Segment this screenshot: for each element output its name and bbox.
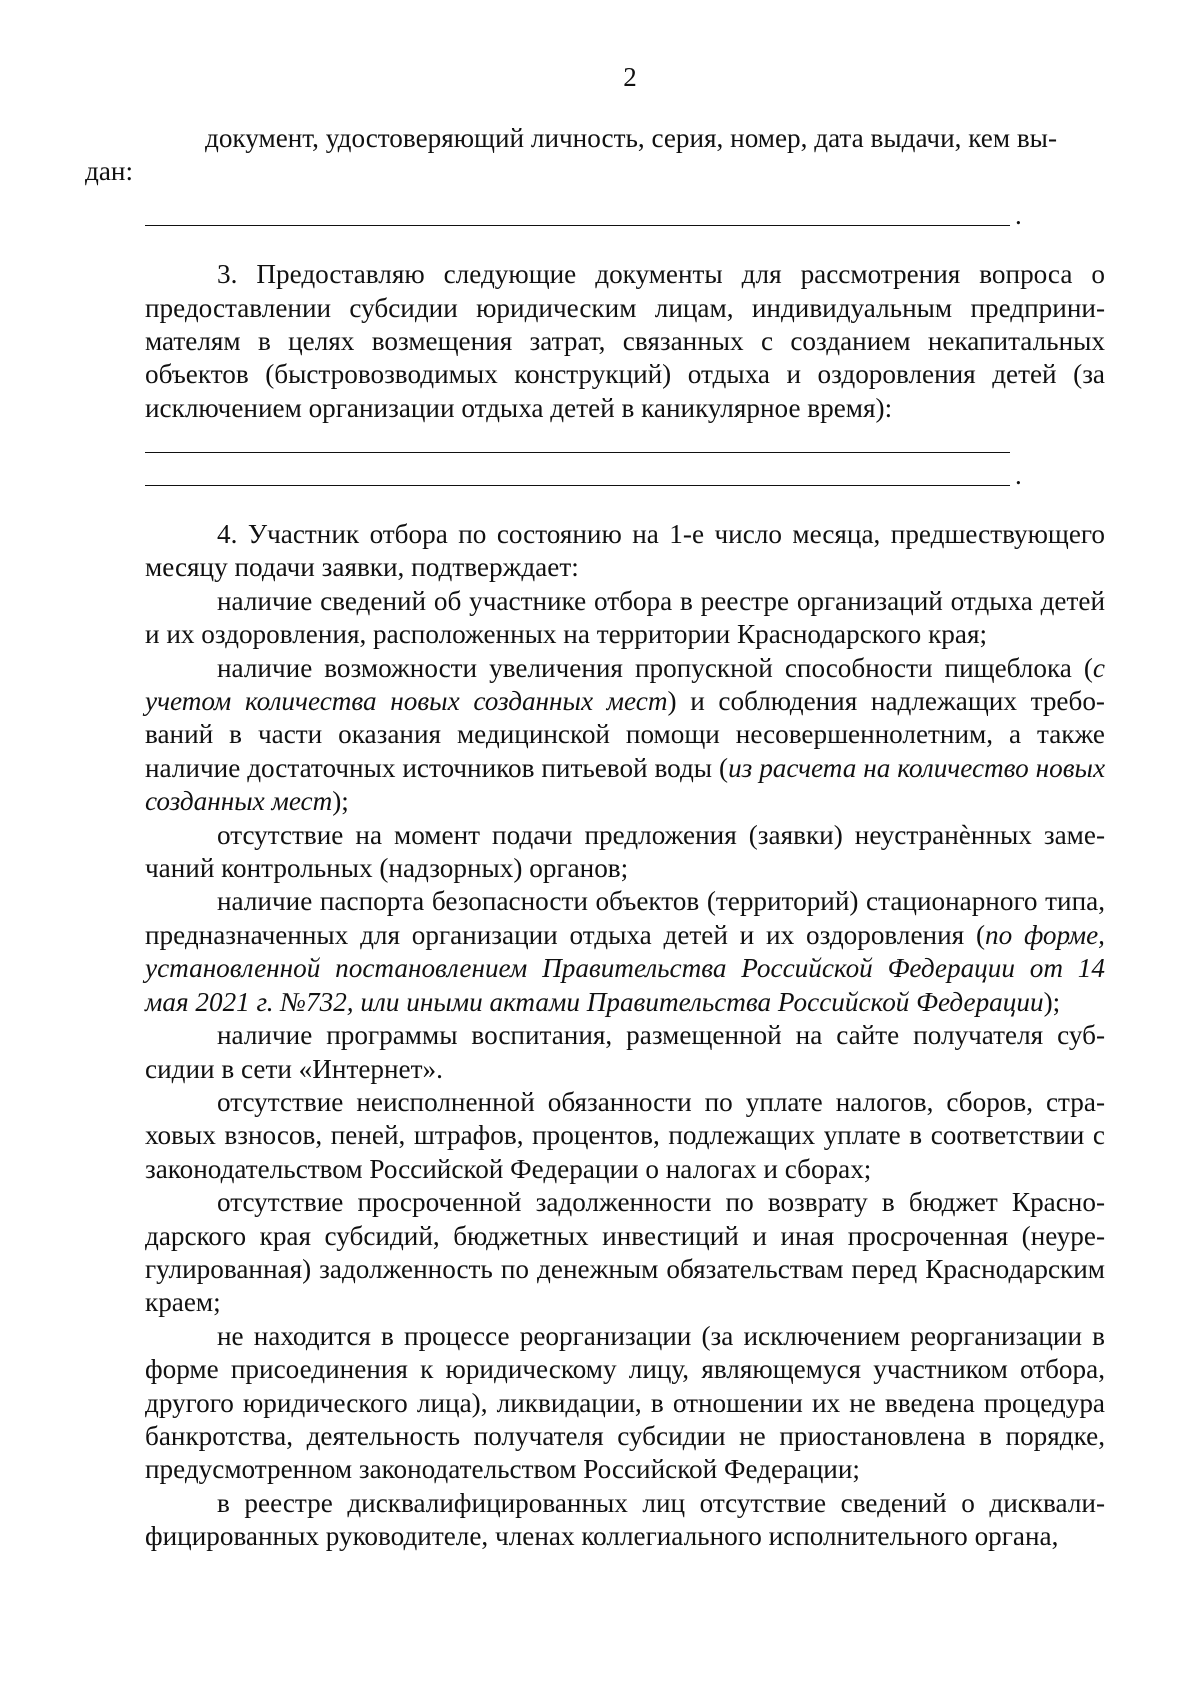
section-4-item-education-program: наличие программы воспитания, размещенной на сайте получателя субсидии в сети «Интернет». bbox=[145, 1020, 1105, 1084]
id-document-line-2: дан: bbox=[85, 156, 134, 187]
text-part: ); bbox=[1043, 986, 1061, 1017]
text-part: наличие паспорта безопасности объектов (территорий) стационарного типа, предназначенных для организации отдыха детей и их оздоровления ( bbox=[145, 886, 1105, 950]
section-4-item-catering-capacity bbox=[145, 652, 1105, 819]
text-part: ); bbox=[332, 786, 349, 817]
fill-line-rule bbox=[145, 452, 1010, 453]
section-4-item-no-reorganization: не находится в процессе реорганизации (за исключением реорганизации в форме присоединения к юридическому лицу, являющемуся участником отбора, другого юридического лица), ликвидации, в отношении их не введена процедура банкротства, деятельность получателя субсидии не приостановлена в порядке, предусмотренном законодательством Российской Федерации; bbox=[145, 1320, 1105, 1485]
section-4-item-disqualified-registry: в реестре дисквалифицированных лиц отсутствие сведений о дисквалифицированных руководителе, членах коллегиального исполнительного органа, bbox=[145, 1487, 1105, 1552]
fill-line-rule bbox=[145, 225, 1010, 226]
section-3-fill-line-2 bbox=[145, 459, 1105, 492]
fill-line-end-dot: . bbox=[1015, 460, 1022, 491]
text-part: ) и соблюдения надлежащих требований в части оказания медицинской помощи несовершеннолетним, а также наличие достаточных источников питьевой воды ( bbox=[145, 686, 1105, 783]
fill-line-end-dot: . bbox=[1015, 200, 1022, 231]
section-3-paragraph: 3. Предоставляю следующие документы для рассмотрения вопроса о предоставлении субсидии юридическим лицам, индивидуальным предпринимателям в целях возмещения затрат, связанных с созданием некапитальных объектов (быстровозводимых конструкций) отдыха и оздоровления детей (за исключением организации отдыха детей в каникулярное время): bbox=[145, 259, 1105, 423]
section-4-item-registry: наличие сведений об участнике отбора в реестре организаций отдыха детей и их оздоровления, расположенных на территории Краснодарского края; bbox=[145, 585, 1105, 650]
section-3-fill-line-1 bbox=[145, 425, 1105, 458]
section-4-item-no-tax-debt: отсутствие неисполненной обязанности по уплате налогов, сборов, страховых взносов, пеней, штрафов, процентов, подлежащих уплате в соответствии с законодательством Российской Федерации о налогах и сборах; bbox=[145, 1086, 1105, 1184]
id-document-fill-line bbox=[145, 199, 1105, 232]
section-4-item-security-passport bbox=[145, 885, 1105, 1019]
section-4-item-no-overdue-debt: отсутствие просроченной задолженности по возврату в бюджет Краснодарского края субсидий, бюджетных инвестиций и иная просроченная (неурегулированная) задолженность по денежным обязательствам перед Краснодарским краем; bbox=[145, 1187, 1105, 1318]
italic-note: из расчета на количество новых созданных мест bbox=[145, 752, 1106, 817]
spacer bbox=[145, 492, 1105, 518]
fill-line-rule bbox=[145, 485, 1010, 486]
italic-note: по форме, установленной постановлением Правительства Российской Федерации от 14 мая 2021 г. №732, или иными актами Правительства Российской Федерации bbox=[145, 919, 1105, 1017]
italic-note: с учетом количества новых созданных мест bbox=[145, 652, 1105, 717]
section-4-intro: 4. Участник отбора по состоянию на 1-е число месяца, предшествующего месяцу подачи заявки, подтверждает: bbox=[145, 519, 1105, 583]
document-body bbox=[85, 122, 1106, 1554]
spacer bbox=[145, 232, 1105, 258]
text-part: наличие возможности увеличения пропускной способности пищеблока ( bbox=[217, 652, 1093, 683]
id-document-paragraph bbox=[85, 122, 1105, 189]
page-number: 2 bbox=[623, 62, 637, 92]
section-4-item-no-remarks: отсутствие на момент подачи предложения (заявки) неустранѐнных замечаний контрольных (надзорных) органов; bbox=[145, 819, 1105, 884]
id-document-line-1: документ, удостоверяющий личность, серия, номер, дата выдачи, кем вы- bbox=[205, 123, 1057, 153]
